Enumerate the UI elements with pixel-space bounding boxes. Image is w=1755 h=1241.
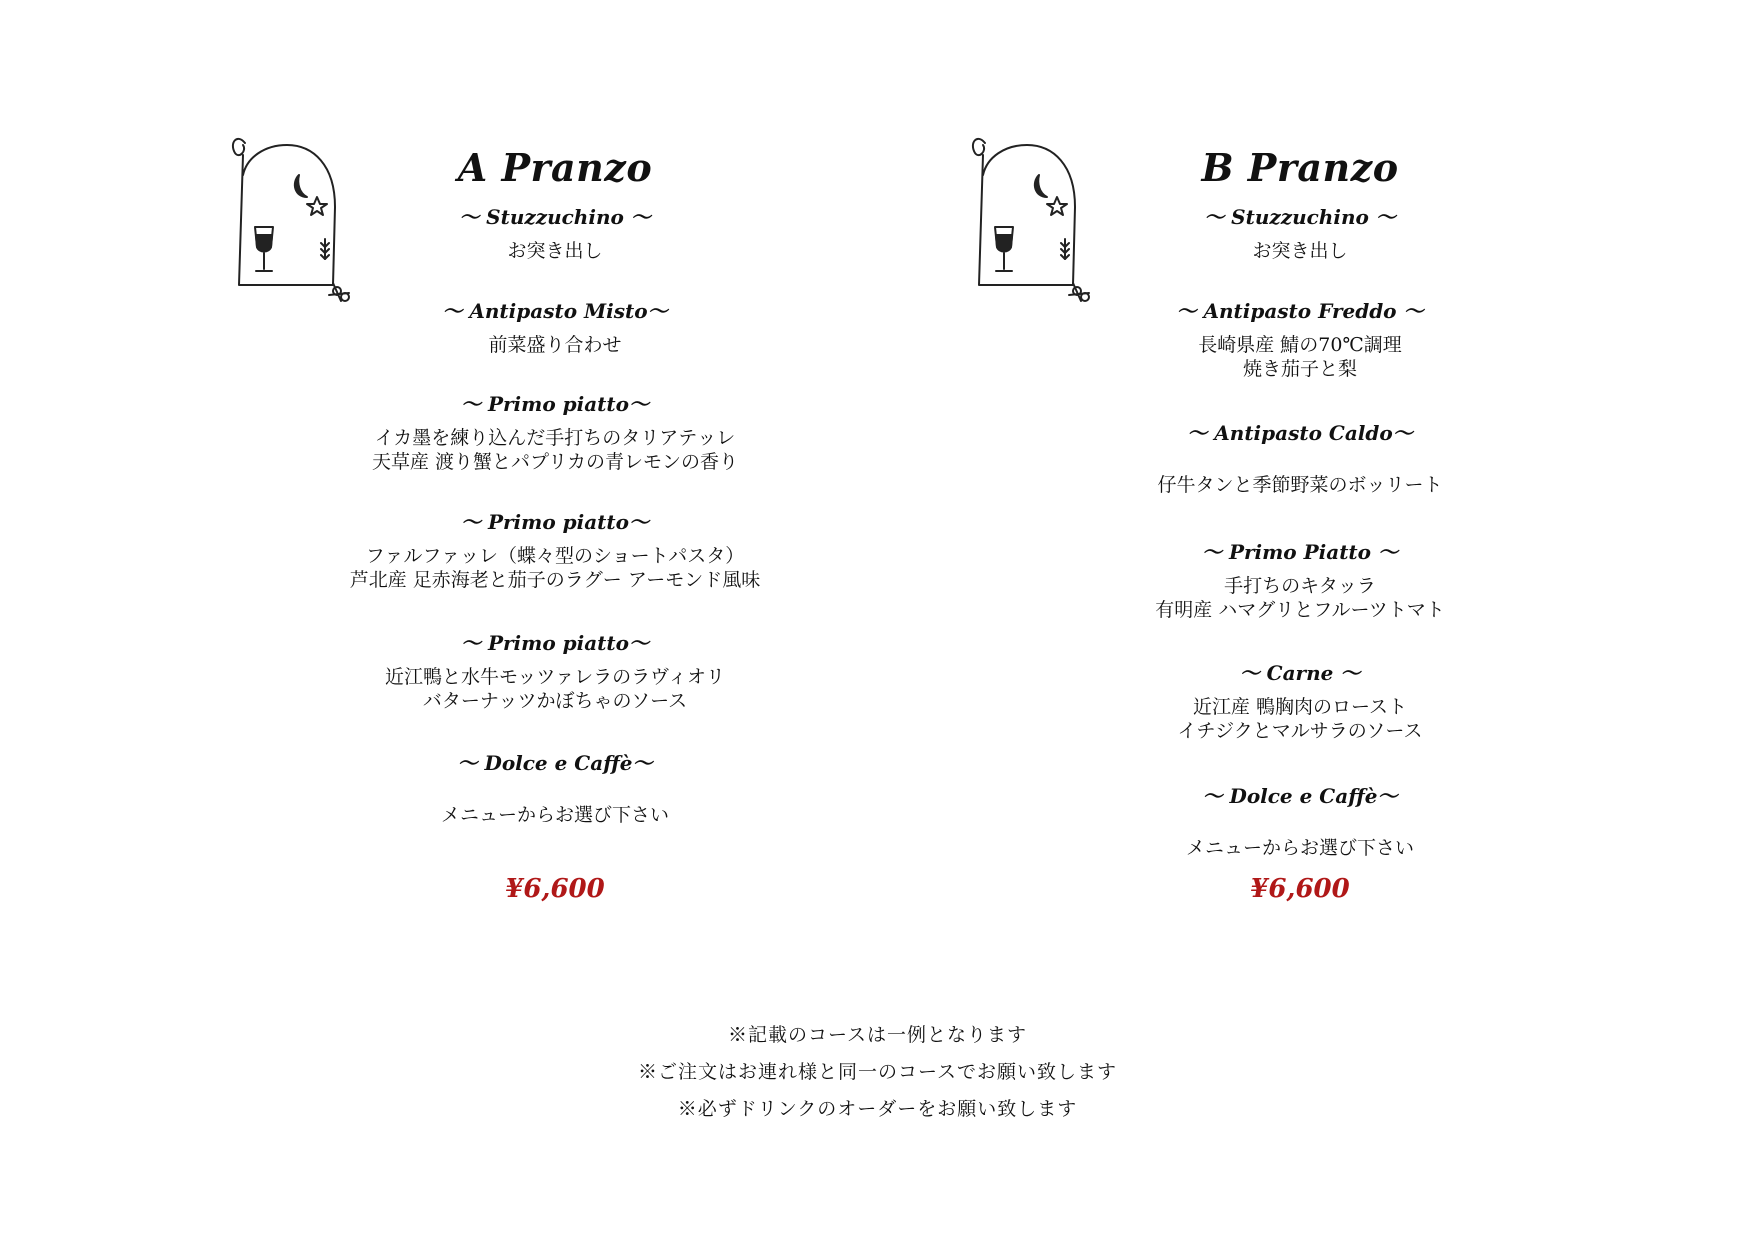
course-title: B Pranzo (1201, 145, 1399, 190)
dish-description (295, 239, 815, 263)
dish-description (295, 665, 815, 713)
wine-glass-icon (255, 227, 273, 271)
menu-section (1040, 782, 1560, 860)
dish-line: バターナッツかぼちゃのソース (422, 690, 688, 712)
section-heading: ～ Antipasto Misto～ (442, 299, 668, 323)
menu-section (295, 629, 815, 713)
dish-line: 仔牛タンと季節野菜のボッリート (1157, 474, 1443, 496)
dish-line: 前菜盛り合わせ (488, 334, 622, 356)
menu-section (1040, 419, 1560, 497)
dish-line: 焼き茄子と梨 (1242, 358, 1357, 380)
dish-line: イチジクとマルサラのソース (1177, 720, 1423, 742)
dish-line: 手打ちのキタッラ (1224, 575, 1376, 597)
section-heading: ～ Primo piatto～ (461, 392, 649, 416)
menu-section (295, 203, 815, 263)
wine-glass-icon (995, 227, 1013, 271)
dish-line: 芦北産 足赤海老と茄子のラグー アーモンド風味 (349, 569, 761, 591)
dish-line: 長崎県産 鯖の70℃調理 (1198, 334, 1402, 356)
section-heading: ～ Stuzzuchino ～ (1204, 205, 1396, 229)
dish-description (295, 426, 815, 474)
menu-section (1040, 659, 1560, 743)
curl-icon (973, 139, 985, 155)
section-heading: ～ Dolce e Caffè～ (457, 751, 653, 775)
course-price: ¥6,600 (1250, 874, 1350, 904)
curl-icon (233, 139, 245, 155)
section-heading: ～ Carne ～ (1239, 661, 1361, 685)
dish-line: お突き出し (507, 240, 603, 262)
dish-line: お突き出し (1252, 240, 1348, 262)
menu-section (295, 508, 815, 592)
section-heading: ～ Primo piatto～ (461, 510, 649, 534)
note-line: ※記載のコースは一例となります (727, 1024, 1028, 1046)
course-price: ¥6,600 (505, 874, 605, 904)
dish-line: 有明産 ハマグリとフルーツトマト (1155, 599, 1445, 621)
dish-description (1040, 473, 1560, 497)
dish-line: メニューからお選び下さい (440, 804, 669, 826)
dish-line: メニューからお選び下さい (1185, 837, 1414, 859)
section-heading: ～ Primo Piatto ～ (1202, 540, 1398, 564)
note-line: ※必ずドリンクのオーダーをお願い致します (677, 1098, 1078, 1120)
section-heading: ～ Stuzzuchino ～ (459, 205, 651, 229)
dish-description (1040, 836, 1560, 860)
menu-section (1040, 297, 1560, 381)
section-heading: ～ Antipasto Freddo ～ (1176, 299, 1424, 323)
dish-description (1040, 333, 1560, 381)
menu-section (1040, 538, 1560, 622)
menu-section (295, 297, 815, 357)
note-line: ※ご注文はお連れ様と同一のコースでお願い致します (637, 1061, 1118, 1083)
dish-line: 近江鴨と水牛モッツァレラのラヴィオリ (384, 666, 726, 688)
dish-description (1040, 574, 1560, 622)
dish-description (295, 333, 815, 357)
dish-description (1040, 239, 1560, 263)
dish-line: 近江産 鴨胸肉のロースト (1192, 696, 1408, 718)
dish-description (295, 803, 815, 827)
menu-section (1040, 203, 1560, 263)
dish-description (1040, 695, 1560, 743)
course-notes (0, 1017, 1755, 1128)
dish-line: イカ墨を練り込んだ手打ちのタリアテッレ (374, 427, 736, 449)
menu-section (295, 749, 815, 827)
course-title: A Pranzo (457, 145, 653, 190)
menu-section (295, 390, 815, 474)
section-heading: ～ Antipasto Caldo～ (1187, 421, 1413, 445)
dish-line: 天草産 渡り蟹とパプリカの青レモンの香り (371, 451, 739, 473)
section-heading: ～ Dolce e Caffè～ (1202, 784, 1398, 808)
section-heading: ～ Primo piatto～ (461, 631, 649, 655)
dish-line: ファルファッレ（蝶々型のショートパスタ） (365, 545, 745, 567)
dish-description (295, 544, 815, 592)
